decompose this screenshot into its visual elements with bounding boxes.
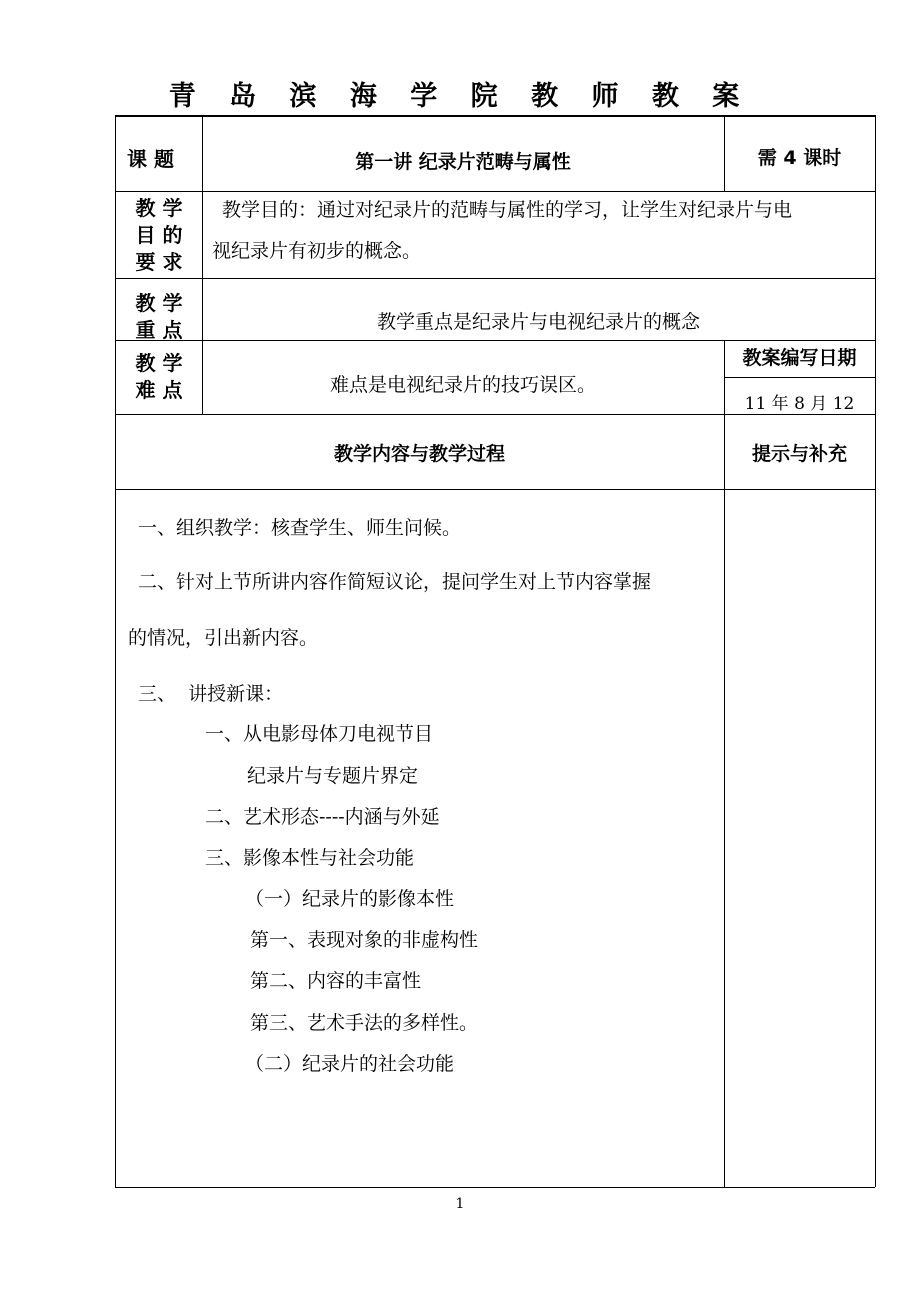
outline-item: 一、从电影母体刀电视节目 bbox=[205, 723, 434, 745]
row-divider bbox=[115, 278, 875, 279]
key-point-label-line: 教 学 bbox=[135, 291, 183, 315]
page-number: 1 bbox=[455, 1196, 465, 1212]
goal-label-line: 教 学 bbox=[135, 196, 183, 220]
goal-label-line: 要 求 bbox=[135, 250, 183, 274]
row-divider bbox=[115, 414, 875, 415]
table-top-border bbox=[115, 115, 875, 117]
date-divider bbox=[724, 377, 875, 378]
key-point-label bbox=[116, 290, 202, 344]
date-value: 11 年 8 月 12 bbox=[744, 394, 855, 414]
outline-subitem: （二）纪录片的社会功能 bbox=[245, 1053, 455, 1075]
page-title: 青 岛 滨 海 学 院 教 师 教 案 bbox=[168, 81, 752, 112]
date-label: 教案编写日期 bbox=[742, 347, 857, 369]
content-paragraph: 二、针对上节所讲内容作简短议论，提问学生对上节内容掌握 bbox=[138, 571, 652, 593]
outline-subitem: 第二、内容的丰富性 bbox=[250, 970, 422, 992]
notes-column-divider bbox=[724, 340, 725, 1187]
outline-item: 三、影像本性与社会功能 bbox=[205, 847, 415, 869]
goal-text-line: 视纪录片有初步的概念。 bbox=[212, 240, 422, 262]
table-right-border bbox=[875, 115, 876, 1187]
hours-label: 需 4 课时 bbox=[757, 147, 842, 169]
table-bottom-border bbox=[115, 1187, 875, 1188]
difficulty-label-line: 教 学 bbox=[135, 351, 183, 375]
topic-title: 第一讲 纪录片范畴与属性 bbox=[355, 151, 571, 173]
topic-label: 课 题 bbox=[127, 147, 174, 171]
key-point-label-line: 重 点 bbox=[135, 318, 183, 342]
row-divider bbox=[115, 489, 875, 490]
notes-header: 提示与补充 bbox=[751, 443, 847, 465]
difficulty-text: 难点是电视纪录片的技巧误区。 bbox=[329, 374, 596, 396]
difficulty-label-line: 难 点 bbox=[135, 378, 183, 402]
difficulty-label bbox=[116, 350, 202, 404]
goal-label bbox=[116, 195, 202, 276]
outline-subitem: 第一、表现对象的非虚构性 bbox=[250, 929, 479, 951]
row-divider bbox=[115, 340, 875, 341]
content-paragraph: 的情况，引出新内容。 bbox=[128, 627, 319, 649]
content-paragraph: 三、 讲授新课： bbox=[138, 683, 284, 705]
goal-label-line: 目 的 bbox=[135, 223, 183, 247]
outline-item: 二、艺术形态----内涵与外延 bbox=[205, 806, 440, 828]
content-paragraph: 一、组织教学：核查学生、师生问候。 bbox=[138, 517, 462, 539]
content-header: 教学内容与教学过程 bbox=[333, 443, 505, 465]
outline-subitem: （一）纪录片的影像本性 bbox=[245, 888, 455, 910]
outline-subitem: 第三、艺术手法的多样性。 bbox=[250, 1012, 479, 1034]
row-divider bbox=[115, 191, 875, 192]
key-point-text: 教学重点是纪录片与电视纪录片的概念 bbox=[376, 311, 700, 333]
outline-item: 纪录片与专题片界定 bbox=[247, 765, 419, 787]
goal-text-line: 教学目的：通过对纪录片的范畴与属性的学习，让学生对纪录片与电 bbox=[222, 199, 793, 221]
